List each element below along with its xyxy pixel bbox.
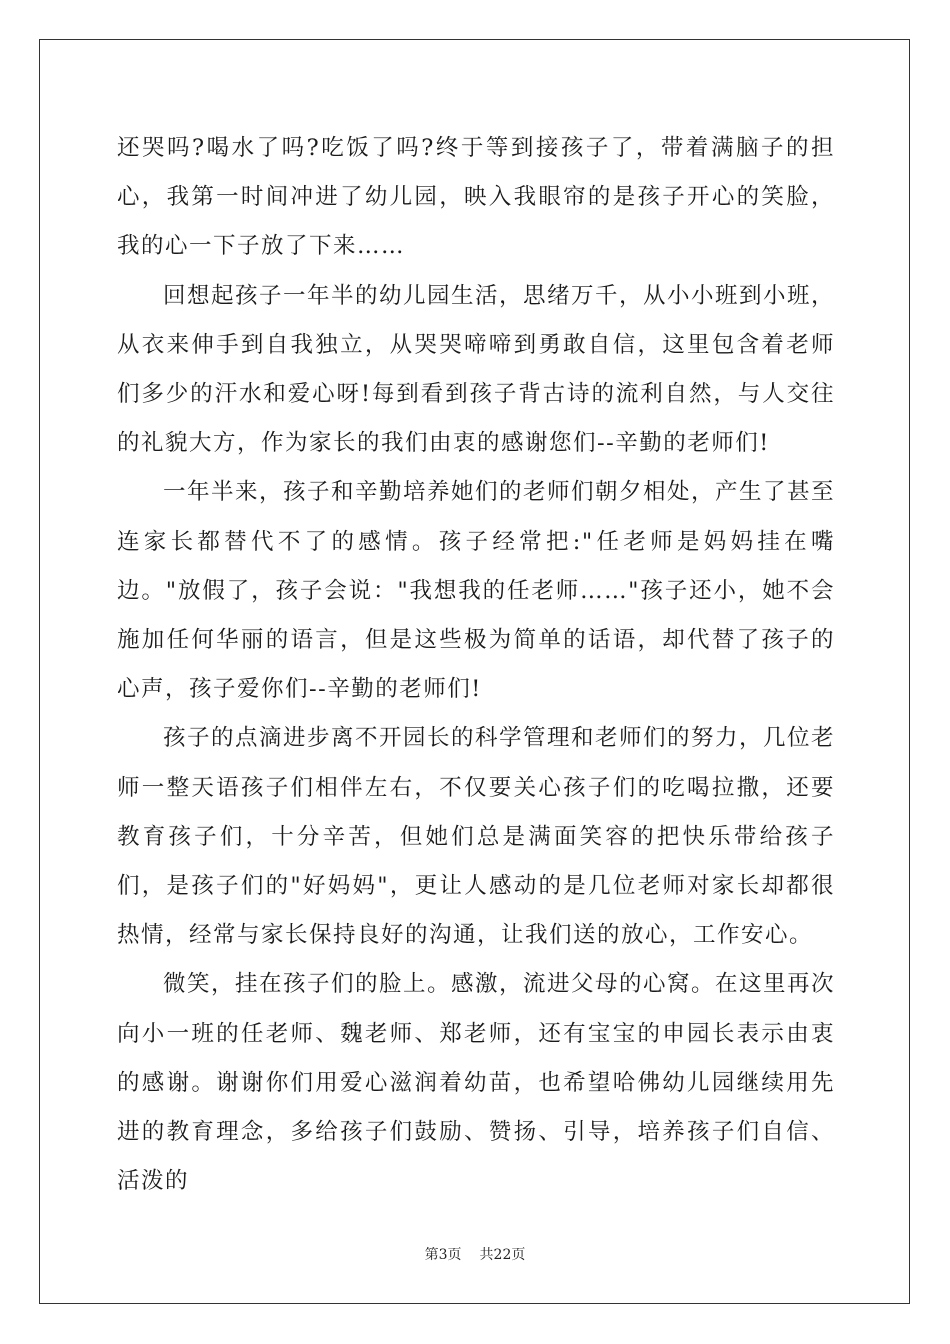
paragraph-1: 还哭吗?喝水了吗?吃饭了吗?终于等到接孩子了，带着满脑子的担心，我第一时间冲进了幼儿园，映入我眼帘的是孩子开心的笑脸，我的心一下子放了下来…… xyxy=(117,135,835,260)
document-body xyxy=(117,124,835,1206)
page-number: 第3页 xyxy=(424,1247,462,1263)
page-footer xyxy=(0,1244,950,1264)
paragraph-5: 微笑，挂在孩子们的脸上。感激，流进父母的心窝。在这里再次向小一班的任老师、魏老师、郑老师，还有宝宝的申园长表示由衷的感谢。谢谢你们用爱心滋润着幼苗，也希望哈佛幼儿园继续用先进的教育理念，多给孩子们鼓励、赞扬、引导，培养孩子们自信、活泼的 xyxy=(117,971,836,1195)
paragraph-4: 孩子的点滴进步离不开园长的科学管理和老师们的努力，几位老师一整天语孩子们相伴左右，不仅要关心孩子们的吃喝拉撒，还要教育孩子们，十分辛苦，但她们总是满面笑容的把快乐带给孩子们，是孩子们的"好妈妈"，更让人感动的是几位老师对家长却都很热情，经常与家长保持良好的沟通，让我们送的放心，工作安心。 xyxy=(117,725,836,949)
paragraph-2: 回想起孩子一年半的幼儿园生活，思绪万千，从小小班到小班，从衣来伸手到自我独立，从哭哭啼啼到勇敢自信，这里包含着老师们多少的汗水和爱心呀!每到看到孩子背古诗的流利自然，与人交往的礼貌大方，作为家长的我们由衷的感谢您们--辛勤的老师们! xyxy=(117,282,836,457)
page-total: 共22页 xyxy=(479,1247,526,1263)
paragraph-3: 一年半来，孩子和辛勤培养她们的老师们朝夕相处，产生了甚至连家长都替代不了的感情。孩子经常把:"任老师是妈妈挂在嘴边。"放假了，孩子会说："我想我的任老师……"孩子还小，她不会施加任何华丽的语言，但是这些极为简单的话语，却代替了孩子的心声，孩子爱你们--辛勤的老师们! xyxy=(117,479,836,703)
